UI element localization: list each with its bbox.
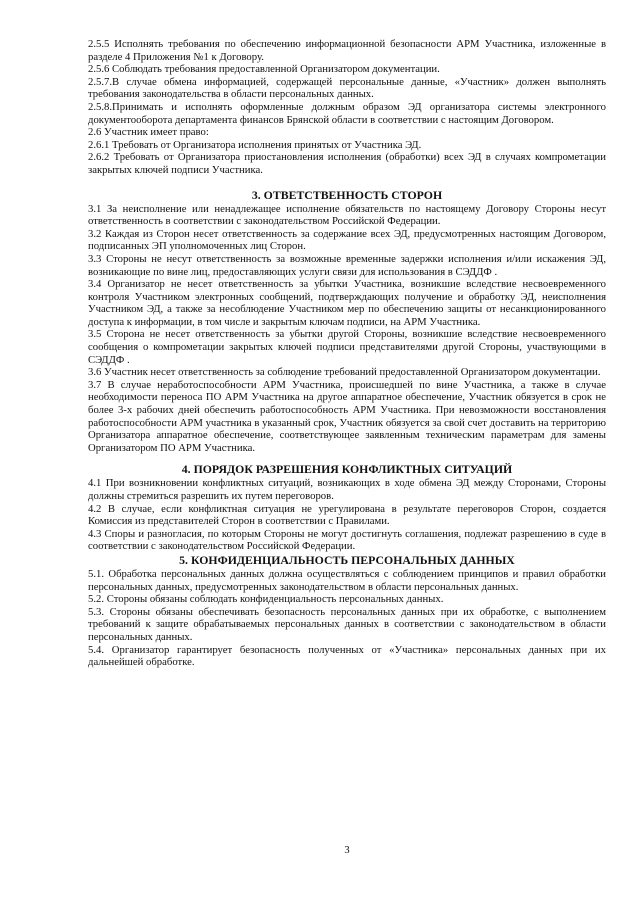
paragraph-2-6: 2.6 Участник имеет право: (88, 126, 209, 139)
paragraph-5-4: 5.4. Организатор гарантирует безопасность полученных от «Участника» персональных данных при их дальнейшей обработке. (88, 643, 606, 669)
paragraph-4-1: 4.1 При возникновении конфликтных ситуаций, возникающих в ходе обмена ЭД между Сторонами, Стороны должны стремиться разрешить их путем переговоров. (88, 477, 606, 502)
paragraph-2-6-2: 2.6.2 Требовать от Организатора приостановления исполнения (обработки) всех ЭД в случаях компрометации закрытых ключей подписи Участника. (88, 151, 606, 176)
paragraph-2-5-6: 2.5.6 Соблюдать требования предоставленной Организатором документации. (88, 63, 440, 76)
paragraph-2-5-7: 2.5.7.В случае обмена информацией, содержащей персональные данные, «Участник» должен выполнять требования законодательства в области персональных данных. (88, 75, 606, 101)
section-5-heading: 5. КОНФИДЕНЦИАЛЬНОСТЬ ПЕРСОНАЛЬНЫХ ДАННЫХ (179, 552, 515, 567)
paragraph-3-7: 3.7 В случае неработоспособности АРМ Участника, происшедшей по вине Участника, а также в случае необходимости переноса ПО АРМ Участника на другое аппаратное обеспечение, Участник обязуется в срок не более 3-х рабочих дней обеспечить работоспособность АРМ Участника. При невозможности восстановления работоспособности АРМ участника в указанный срок, Участник обязуется за свой счет доставить на территорию Организатора аппаратное обеспечение, соответствующее заявленным техническим параметрам для замены Организатором ПО АРМ Участника. (88, 378, 606, 454)
paragraph-2-5-5: 2.5.5 Исполнять требования по обеспечению информационной безопасности АРМ Участника, изложенные в разделе 4 Приложения №1 к Договору. (88, 38, 606, 63)
paragraph-5-3: 5.3. Стороны обязаны обеспечивать безопасность персональных данных при их обработке, с выполнением требований к защите обрабатываемых персональных данных в соответствии с законодательством в области персональных данных. (88, 605, 606, 643)
paragraph-5-1: 5.1. Обработка персональных данных должна осуществляться с соблюдением принципов и правил обработки персональных данных, предусмотренных законодательством в области персональных данных. (88, 567, 606, 593)
paragraph-2-5-8: 2.5.8.Принимать и исполнять оформленные должным образом ЭД организатора системы электронного документооборота департамента финансов Брянской области в соответствии с настоящим Договором. (88, 100, 606, 126)
paragraph-5-2: 5.2. Стороны обязаны соблюдать конфиденциальность персональных данных. (88, 593, 444, 606)
section-3-heading: 3. ОТВЕТСТВЕННОСТЬ СТОРОН (251, 187, 443, 202)
paragraph-3-6: 3.6 Участник несет ответственность за соблюдение требований предоставленной Организатором документации. (88, 366, 601, 379)
paragraph-3-1: 3.1 За неисполнение или ненадлежащее исполнение обязательств по настоящему Договору Стороны несут ответственность в соответствии с законодательством Российской Федерации. (88, 202, 606, 228)
paragraph-4-2: 4.2 В случае, если конфликтная ситуация не урегулирована в результате переговоров Сторон, создается Комиссия из представителей Сторон в соответствии с Правилами. (88, 502, 606, 528)
paragraph-4-3: 4.3 Споры и разногласия, по которым Стороны не могут достигнуть соглашения, подлежат разрешению в суде в соответствии с законодательством Российской Федерации. (88, 527, 606, 553)
paragraph-3-3: 3.3 Стороны не несут ответственность за возможные временные задержки исполнения и/или искажения ЭД, возникающие по вине лиц, предоставляющих услуги связи для использования в СЭДДФ . (88, 252, 606, 278)
page-number: 3 (344, 845, 350, 856)
paragraph-3-4: 3.4 Организатор не несет ответственность за убытки Участника, возникшие вследствие несвоевременного контроля Участником электронных сообщений, подтверждающих получение и обработку ЭД, неисполнения Участником ЭД, а также за несоблюдение Участником мер по обеспечению защиты от несанкционированного доступа к информации, в том числе и закрытым ключам подписи, на АРМ Участника. (88, 278, 606, 328)
paragraph-3-5: 3.5 Сторона не несет ответственность за убытки другой Стороны, возникшие вследствие несвоевременного сообщения о компрометации закрытых ключей подписи представителями другой Стороны, участвующими в СЭДДФ . (88, 328, 606, 366)
paragraph-2-6-1: 2.6.1 Требовать от Организатора исполнения принятых от Участника ЭД. (88, 138, 422, 151)
paragraph-3-2: 3.2 Каждая из Сторон несет ответственность за содержание всех ЭД, предусмотренных настоящим Договором, подписанных ЭП уполномоченных лиц Сторон. (88, 227, 606, 253)
section-4-heading: 4. ПОРЯДОК РАЗРЕШЕНИЯ КОНФЛИКТНЫХ СИТУАЦИЙ (181, 462, 513, 477)
